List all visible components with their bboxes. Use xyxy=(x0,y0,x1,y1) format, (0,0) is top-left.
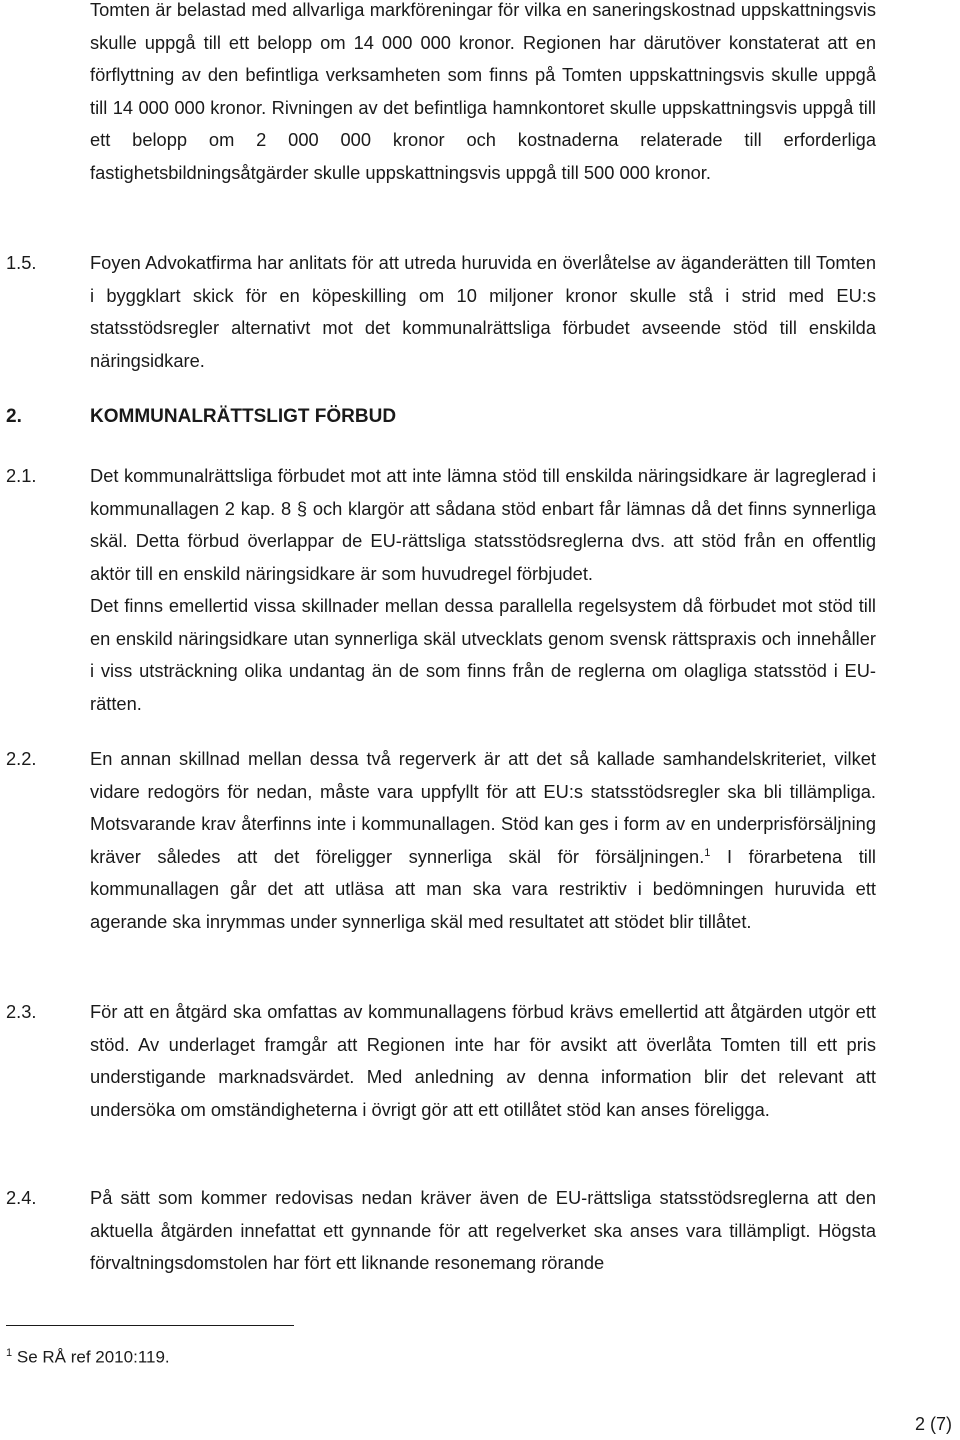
paragraph-continued: Tomten är belastad med allvarliga markföreningar för vilka en saneringskostnad uppskattningsvis skulle uppgå till ett belopp om 14 000 000 kronor. Regionen har därutöver konstaterat att en förflyttning av den befintliga verksamheten som finns på Tomten uppskattningsvis skulle uppgå till 14 000 000 kronor. Rivningen av det befintliga hamnkontoret skulle uppskattningsvis uppgå till ett belopp om 2 000 000 kronor och kostnaderna relaterade till erforderliga fastighetsbildningsåtgärder skulle uppskattningsvis uppgå till 500 000 kronor. xyxy=(90,0,876,183)
section-number-2-2: 2.2. xyxy=(6,748,37,769)
footnote-text: Se RÅ ref 2010:119. xyxy=(16,1347,170,1367)
footnote xyxy=(6,1340,170,1371)
heading-number-2: 2. xyxy=(6,406,22,427)
paragraph-2-3: För att en åtgärd ska omfattas av kommunallagens förbud krävs emellertid att åtgärden utgör ett stöd. Av underlaget framgår att Regionen inte har för avsikt att överlåta Tomten till ett pris understigande marknadsvärdet. Med anledning av denna information blir det relevant att undersöka om omständigheterna i övrigt gör att ett otillåtet stöd kan anses föreligga. xyxy=(90,1001,876,1120)
footnote-marker: 1 xyxy=(6,1347,13,1359)
page-number: 2 (7) xyxy=(914,1414,952,1434)
paragraph-2-4: På sätt som kommer redovisas nedan kräver även de EU-rättsliga statsstödsreglerna att den aktuella åtgärden innefattat ett gynnande för att regelverket ska anses vara tillämpligt. Högsta förvaltningsdomstolen har fört ett liknande resonemang rörande xyxy=(90,1187,876,1273)
paragraph-2-1-part-b: Det finns emellertid vissa skillnader mellan dessa parallella regelsystem då förbudet mot stöd till en enskild näringsidkare utan synnerliga skäl utvecklats genom svensk rättspraxis och innehåller i viss utsträckning olika undantag än de som finns från de reglerna om olagliga statsstöd i EU-rätten. xyxy=(90,595,876,714)
paragraph-2-2-text-after: I förarbetena till kommunallagen går det att utläsa att man ska vara restriktiv i bedömningen huruvida ett agerande ska inrymmas under synnerliga skäl med resultatet att stödet blir tillåtet. xyxy=(90,845,876,932)
section-number-2-1: 2.1. xyxy=(6,465,37,486)
section-number-2-4: 2.4. xyxy=(6,1187,37,1208)
section-number-1-5: 1.5. xyxy=(6,252,37,273)
footnote-reference: 1 xyxy=(704,846,711,859)
paragraph-2-1-part-a: Det kommunalrättsliga förbudet mot att inte lämna stöd till enskilda näringsidkare är lagreglerad i kommunallagen 2 kap. 8 § och klargör att sådana stöd enbart får lämnas då det finns synnerliga skäl. Detta förbud överlappar de EU-rättsliga statsstödsreglerna dvs. att stöd från en offentlig aktör till en enskild näringsidkare är som huvudregel förbjudet. xyxy=(90,465,876,584)
paragraph-1-5: Foyen Advokatfirma har anlitats för att utreda huruvida en överlåtelse av äganderätten till Tomten i byggklart skick för en köpeskilling om 10 miljoner kronor skulle stå i strid med EU:s statsstödsregler alternativt mot det kommunalrättsliga förbudet avseende stöd till enskilda näringsidkare. xyxy=(90,252,876,371)
paragraph-2-2-text-before: En annan skillnad mellan dessa två regerverk är att det så kallade samhandelskriteriet, vilket vidare redogörs för nedan, måste vara uppfyllt för att EU:s statsstödsregler ska bli tillämpliga. Motsvarande krav återfinns inte i kommunallagen. Stöd kan ges i form av en underprisförsäljning kräver således att det föreligger synnerliga skäl för försäljningen. xyxy=(90,748,876,867)
paragraph-2-2 xyxy=(90,743,876,938)
section-number-2-3: 2.3. xyxy=(6,1001,37,1022)
section-heading: KOMMUNALRÄTTSLIGT FÖRBUD xyxy=(90,406,397,427)
footnote-separator xyxy=(6,1325,294,1326)
